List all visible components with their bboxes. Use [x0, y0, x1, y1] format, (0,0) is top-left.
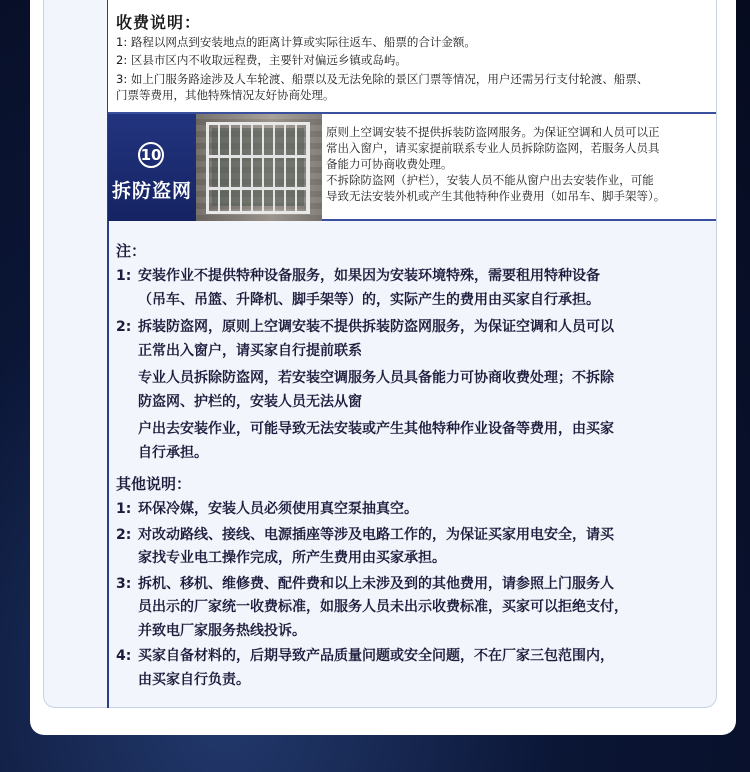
- fee-line-1: 1: 路程以网点到安装地点的距离计算或实际往返车、船票的合计金额。: [116, 35, 476, 49]
- other-line: 对改动路线、接线、电源插座等涉及电路工作的，为保证买家用电安全，请买: [138, 526, 614, 543]
- dismantle-line: 原则上空调安装不提供拆装防盗网服务。为保证空调和人员可以正: [326, 125, 660, 139]
- note-line: 拆装防盗网，原则上空调安装不提供拆装防盗网服务，为保证空调和人员可以: [138, 319, 614, 335]
- window-grill-photo: [196, 114, 322, 221]
- notes-section: [116, 240, 706, 692]
- fee-title: 收费说明：: [116, 13, 202, 32]
- fee-line-2: 2: 区县市区内不收取远程费，主要针对偏远乡镇或岛屿。: [116, 53, 407, 67]
- other-number: 2:: [116, 526, 132, 543]
- note-line: （吊车、吊篮、升降机、脚手架等）的，实际产生的费用由买家自行承担。: [138, 291, 600, 308]
- other-line: 买家自备材料的，后期导致产品质量问题或安全问题，不在厂家三包范围内，: [138, 648, 614, 664]
- dismantle-line: 备能力可协商收费处理。: [326, 157, 453, 171]
- note-line: 户出去安装作业，可能导致无法安装或产生其他特种作业设备等费用，由买家: [138, 421, 614, 437]
- other-line: 并致电厂家服务热线投诉。: [138, 622, 306, 639]
- dismantle-line: 导致无法安装外机或产生其他特种作业费用（如吊车、脚手架等）。: [326, 189, 666, 203]
- other-item: [116, 498, 706, 522]
- dismantle-line: 常出入窗户，请买家提前联系专业人员拆除防盗网，若服务人员具: [326, 141, 660, 155]
- other-item: [116, 524, 706, 571]
- fee-line-4: 门票等费用，其他特殊情况友好协商处理。: [116, 88, 335, 102]
- other-line: 由买家自行负责。: [138, 671, 250, 688]
- dismantle-text: [326, 124, 714, 204]
- fee-line-3: 3: 如上门服务路途涉及人车轮渡、船票以及无法免除的景区门票等情况，用户还需另行支付轮渡、船票、: [116, 72, 649, 86]
- other-number: 3:: [116, 575, 132, 592]
- fee-section: [108, 0, 716, 114]
- note-line: 正常出入窗户，请买家自行提前联系: [138, 342, 362, 359]
- other-heading: 其他说明：: [116, 475, 192, 493]
- dismantle-row: [108, 114, 716, 221]
- other-line: 拆机、移机、维修费、配件费和以上未涉及到的其他费用，请参照上门服务人: [138, 575, 614, 592]
- note-line: 自行承担。: [138, 444, 208, 461]
- dismantle-line: 不拆除防盗网（护栏），安装人员不能从窗户出去安装作业，可能: [326, 173, 654, 187]
- note-line: 防盗网、护栏的，安装人员无法从窗: [138, 393, 362, 410]
- other-line: 员出示的厂家统一收费标准，如服务人员未出示收费标准，买家可以拒绝支付，: [138, 599, 628, 615]
- other-line: 环保冷媒，安装人员必须使用真空泵抽真空。: [138, 501, 418, 517]
- badge-title: 拆防盗网: [111, 180, 192, 202]
- other-number: 1:: [116, 501, 132, 517]
- note-item: [116, 316, 706, 465]
- dismantle-badge: [108, 114, 196, 221]
- badge-number: 10: [138, 142, 164, 168]
- note-number: 2:: [116, 319, 132, 335]
- note-number: 1:: [116, 268, 132, 284]
- other-item: [116, 645, 706, 692]
- other-line: 家找专业电工操作完成，所产生费用由买家承担。: [138, 550, 446, 566]
- note-item: [116, 265, 706, 312]
- notes-heading: 注：: [116, 242, 147, 260]
- note-line: 安装作业不提供特种设备服务，如果因为安装环境特殊，需要租用特种设备: [138, 268, 600, 284]
- note-line: 专业人员拆除防盗网，若安装空调服务人员具备能力可协商收费处理；不拆除: [138, 370, 614, 386]
- other-number: 4:: [116, 648, 132, 664]
- other-item: [116, 573, 706, 644]
